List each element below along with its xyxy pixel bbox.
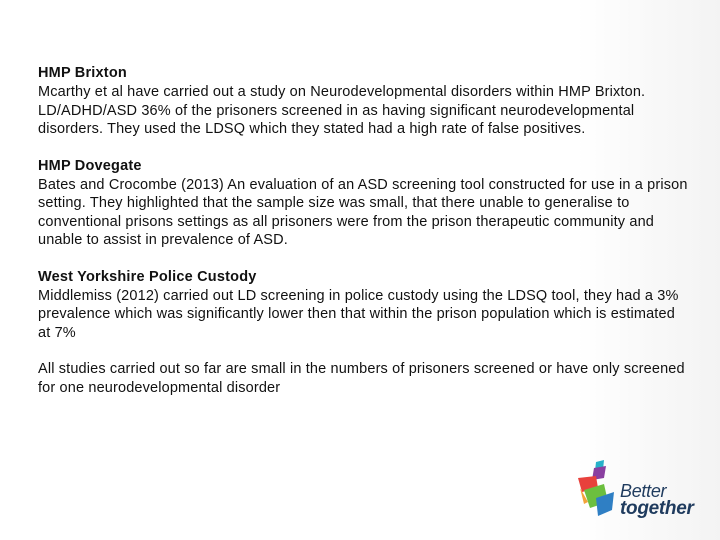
- section-conclusion: [38, 360, 688, 397]
- logo-line-2: together: [620, 498, 694, 519]
- logo-text: [620, 482, 694, 518]
- better-together-logo: [574, 458, 704, 522]
- section-heading: HMP Dovegate: [38, 157, 142, 174]
- slide-content: [38, 64, 688, 415]
- section-heading: HMP Brixton: [38, 65, 127, 81]
- logo-line-1: Better: [620, 481, 667, 501]
- section-body: Bates and Crocombe (2013) An evaluation of an ASD screening tool constructed for use in a prison setting. They highlighted that the sample size was small, that there unable to generalise to conventional prisons settings as all prisoners were from the prison therapeutic community and unable to assist in prevalence of ASD.: [38, 176, 688, 248]
- section-hmp-brixton: [38, 64, 688, 139]
- logo-mark-icon: [574, 458, 620, 522]
- section-heading: West Yorkshire Police Custody: [38, 268, 257, 285]
- section-west-yorkshire: [38, 268, 688, 343]
- section-body: Middlemiss (2012) carried out LD screening in police custody using the LDSQ tool, they had a 3% prevalence which was significantly lower then that within the prison population which is estimated at 7%: [38, 287, 679, 341]
- section-hmp-dovegate: [38, 157, 688, 250]
- section-body: Mcarthy et al have carried out a study on Neurodevelopmental disorders within HMP Brixton. LD/ADHD/ASD 36% of the prisoners screened in as having significant neurodevelopmental disorders. They used the LDSQ which they stated had a high rate of false positives.: [38, 84, 646, 137]
- conclusion-text: All studies carried out so far are small in the numbers of prisoners screened or have only screened for one neurodevelopmental disorder: [38, 361, 685, 396]
